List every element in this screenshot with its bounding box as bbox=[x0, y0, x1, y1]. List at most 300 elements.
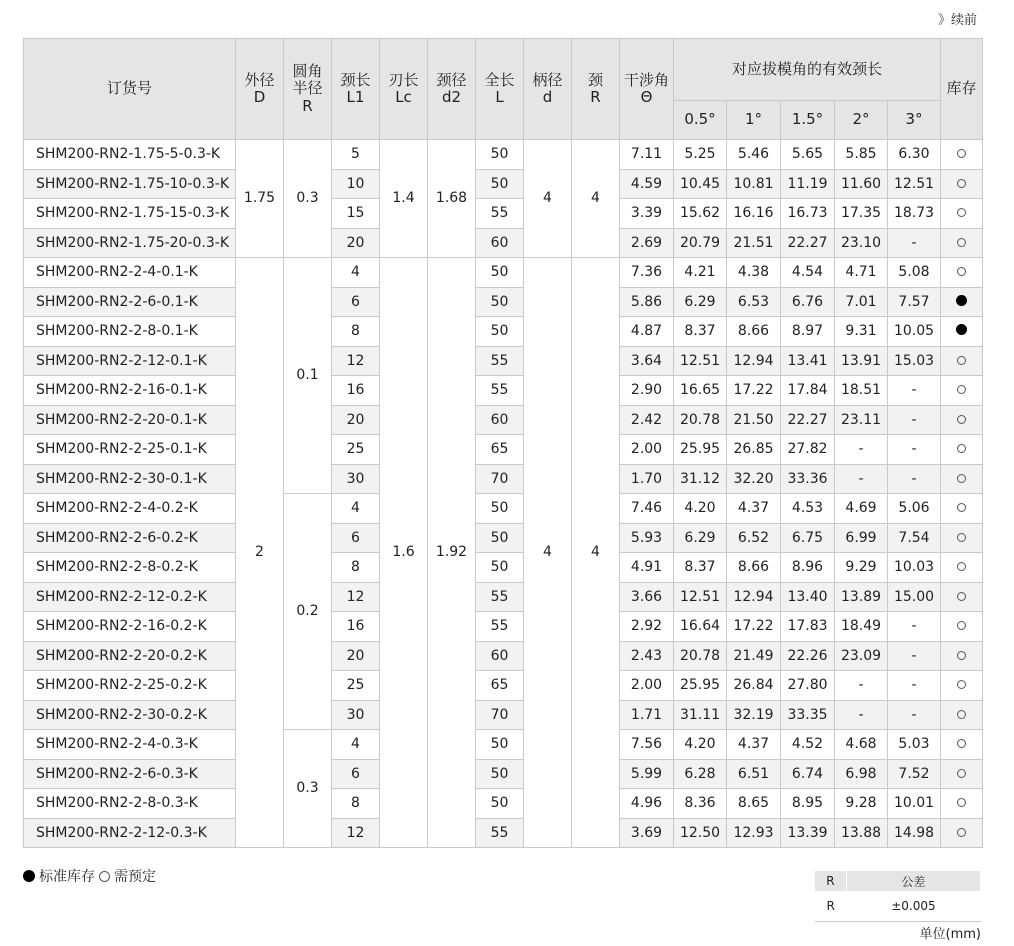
effective-length-cell: 22.27 bbox=[781, 228, 835, 258]
part-number-cell: SHM200-RN2-2-4-0.3-K bbox=[24, 730, 236, 760]
effective-length-cell: 17.84 bbox=[781, 376, 835, 406]
shank-diameter-cell: 4 bbox=[524, 258, 572, 848]
tolerance-table bbox=[815, 871, 981, 922]
effective-length-cell: 20.78 bbox=[674, 641, 727, 671]
effective-length-cell: 6.99 bbox=[835, 523, 888, 553]
overall-length-cell: 50 bbox=[476, 317, 524, 347]
table-row bbox=[24, 405, 983, 435]
effective-length-cell: 13.88 bbox=[835, 818, 888, 848]
effective-length-cell: 12.94 bbox=[727, 346, 781, 376]
header-angle-1: 1° bbox=[727, 101, 781, 140]
part-number-cell: SHM200-RN2-2-25-0.1-K bbox=[24, 435, 236, 465]
overall-length-cell: 50 bbox=[476, 140, 524, 170]
interference-angle-cell: 4.91 bbox=[620, 553, 674, 583]
overall-length-cell: 50 bbox=[476, 759, 524, 789]
open-circle-icon bbox=[957, 769, 966, 778]
open-circle-icon bbox=[957, 415, 966, 424]
interference-angle-cell: 7.46 bbox=[620, 494, 674, 524]
interference-angle-cell: 5.93 bbox=[620, 523, 674, 553]
neck-radius-cell: 4 bbox=[572, 258, 620, 848]
part-number-cell: SHM200-RN2-2-20-0.1-K bbox=[24, 405, 236, 435]
effective-length-cell: - bbox=[888, 464, 941, 494]
header-neck-radius: 颈 R bbox=[572, 39, 620, 140]
effective-length-cell: 27.82 bbox=[781, 435, 835, 465]
neck-radius-cell: 4 bbox=[572, 140, 620, 258]
effective-length-cell: - bbox=[835, 671, 888, 701]
open-circle-icon bbox=[957, 503, 966, 512]
overall-length-cell: 50 bbox=[476, 287, 524, 317]
effective-length-cell: 17.83 bbox=[781, 612, 835, 642]
effective-length-cell: 21.49 bbox=[727, 641, 781, 671]
stock-cell bbox=[941, 641, 983, 671]
filled-circle-icon bbox=[23, 870, 35, 882]
table-row bbox=[24, 228, 983, 258]
overall-length-cell: 55 bbox=[476, 346, 524, 376]
stock-cell bbox=[941, 435, 983, 465]
effective-length-cell: - bbox=[888, 405, 941, 435]
part-number-cell: SHM200-RN2-2-4-0.2-K bbox=[24, 494, 236, 524]
filled-circle-icon bbox=[956, 295, 967, 306]
effective-length-cell: 6.74 bbox=[781, 759, 835, 789]
neck-length-cell: 30 bbox=[332, 464, 380, 494]
table-row bbox=[24, 582, 983, 612]
table-row bbox=[24, 759, 983, 789]
effective-length-cell: 4.37 bbox=[727, 730, 781, 760]
part-number-cell: SHM200-RN2-1.75-20-0.3-K bbox=[24, 228, 236, 258]
effective-length-cell: 6.51 bbox=[727, 759, 781, 789]
table-row bbox=[24, 287, 983, 317]
overall-length-cell: 65 bbox=[476, 671, 524, 701]
table-row bbox=[24, 494, 983, 524]
effective-length-cell: 12.51 bbox=[674, 582, 727, 612]
part-number-cell: SHM200-RN2-2-30-0.2-K bbox=[24, 700, 236, 730]
corner-radius-cell: 0.1 bbox=[284, 258, 332, 494]
effective-length-cell: 14.98 bbox=[888, 818, 941, 848]
open-circle-icon bbox=[957, 149, 966, 158]
overall-length-cell: 65 bbox=[476, 435, 524, 465]
effective-length-cell: 13.41 bbox=[781, 346, 835, 376]
stock-cell bbox=[941, 140, 983, 170]
neck-length-cell: 5 bbox=[332, 140, 380, 170]
table-row bbox=[24, 789, 983, 819]
header-stock: 库存 bbox=[941, 39, 983, 140]
effective-length-cell: 4.52 bbox=[781, 730, 835, 760]
open-circle-icon bbox=[957, 238, 966, 247]
table-row bbox=[24, 553, 983, 583]
interference-angle-cell: 2.69 bbox=[620, 228, 674, 258]
effective-length-cell: 7.57 bbox=[888, 287, 941, 317]
effective-length-cell: 8.96 bbox=[781, 553, 835, 583]
table-row bbox=[24, 376, 983, 406]
effective-length-cell: - bbox=[888, 641, 941, 671]
effective-length-cell: 20.78 bbox=[674, 405, 727, 435]
effective-length-cell: 8.66 bbox=[727, 553, 781, 583]
neck-length-cell: 4 bbox=[332, 258, 380, 288]
interference-angle-cell: 2.90 bbox=[620, 376, 674, 406]
open-circle-icon bbox=[957, 179, 966, 188]
part-number-cell: SHM200-RN2-2-16-0.2-K bbox=[24, 612, 236, 642]
overall-length-cell: 55 bbox=[476, 199, 524, 229]
part-number-cell: SHM200-RN2-1.75-15-0.3-K bbox=[24, 199, 236, 229]
neck-length-cell: 15 bbox=[332, 199, 380, 229]
interference-angle-cell: 7.36 bbox=[620, 258, 674, 288]
stock-cell bbox=[941, 228, 983, 258]
open-circle-icon bbox=[957, 444, 966, 453]
flute-length-cell: 1.6 bbox=[380, 258, 428, 848]
table-row bbox=[24, 435, 983, 465]
neck-length-cell: 20 bbox=[332, 641, 380, 671]
continued-label: 》续前 bbox=[937, 13, 977, 28]
effective-length-cell: 7.52 bbox=[888, 759, 941, 789]
effective-length-cell: - bbox=[888, 700, 941, 730]
effective-length-cell: 8.65 bbox=[727, 789, 781, 819]
outer-diameter-cell: 1.75 bbox=[236, 140, 284, 258]
effective-length-cell: 18.49 bbox=[835, 612, 888, 642]
effective-length-cell: 5.08 bbox=[888, 258, 941, 288]
interference-angle-cell: 7.56 bbox=[620, 730, 674, 760]
interference-angle-cell: 2.92 bbox=[620, 612, 674, 642]
stock-cell bbox=[941, 818, 983, 848]
effective-length-cell: 10.05 bbox=[888, 317, 941, 347]
effective-length-cell: 33.35 bbox=[781, 700, 835, 730]
effective-length-cell: - bbox=[888, 612, 941, 642]
effective-length-cell: 13.39 bbox=[781, 818, 835, 848]
effective-length-cell: 5.65 bbox=[781, 140, 835, 170]
effective-length-cell: 6.30 bbox=[888, 140, 941, 170]
effective-length-cell: 4.20 bbox=[674, 494, 727, 524]
effective-length-cell: 18.51 bbox=[835, 376, 888, 406]
effective-length-cell: 8.97 bbox=[781, 317, 835, 347]
effective-length-cell: 6.76 bbox=[781, 287, 835, 317]
effective-length-cell: 23.09 bbox=[835, 641, 888, 671]
effective-length-cell: 6.28 bbox=[674, 759, 727, 789]
part-number-cell: SHM200-RN2-1.75-5-0.3-K bbox=[24, 140, 236, 170]
effective-length-cell: 8.37 bbox=[674, 317, 727, 347]
effective-length-cell: 8.95 bbox=[781, 789, 835, 819]
effective-length-cell: 10.03 bbox=[888, 553, 941, 583]
effective-length-cell: 6.98 bbox=[835, 759, 888, 789]
legend-standard-label: 标准库存 bbox=[39, 869, 95, 885]
tolerance-header-value: 公差 bbox=[846, 871, 980, 891]
part-number-cell: SHM200-RN2-2-12-0.2-K bbox=[24, 582, 236, 612]
effective-length-cell: 11.19 bbox=[781, 169, 835, 199]
effective-length-cell: 17.22 bbox=[727, 376, 781, 406]
neck-length-cell: 12 bbox=[332, 582, 380, 612]
open-circle-icon bbox=[957, 828, 966, 837]
neck-length-cell: 10 bbox=[332, 169, 380, 199]
legend-order-label: 需预定 bbox=[114, 869, 156, 885]
table-row bbox=[24, 523, 983, 553]
effective-length-cell: 13.40 bbox=[781, 582, 835, 612]
effective-length-cell: 7.01 bbox=[835, 287, 888, 317]
header-flute-length: 刃长 Lc bbox=[380, 39, 428, 140]
overall-length-cell: 50 bbox=[476, 258, 524, 288]
shank-diameter-cell: 4 bbox=[524, 140, 572, 258]
open-circle-icon bbox=[99, 871, 110, 882]
open-circle-icon bbox=[957, 533, 966, 542]
tolerance-row-label: R bbox=[815, 891, 846, 922]
effective-length-cell: 8.66 bbox=[727, 317, 781, 347]
stock-legend bbox=[23, 866, 156, 886]
effective-length-cell: 32.20 bbox=[727, 464, 781, 494]
part-number-cell: SHM200-RN2-2-8-0.3-K bbox=[24, 789, 236, 819]
overall-length-cell: 60 bbox=[476, 641, 524, 671]
open-circle-icon bbox=[957, 562, 966, 571]
effective-length-cell: 6.29 bbox=[674, 287, 727, 317]
part-number-cell: SHM200-RN2-2-12-0.1-K bbox=[24, 346, 236, 376]
open-circle-icon bbox=[957, 739, 966, 748]
header-angle-2: 2° bbox=[835, 101, 888, 140]
open-circle-icon bbox=[957, 208, 966, 217]
stock-cell bbox=[941, 553, 983, 583]
effective-length-cell: 10.01 bbox=[888, 789, 941, 819]
effective-length-cell: 6.52 bbox=[727, 523, 781, 553]
stock-cell bbox=[941, 258, 983, 288]
effective-length-cell: - bbox=[835, 700, 888, 730]
effective-length-cell: 6.75 bbox=[781, 523, 835, 553]
effective-length-cell: 9.29 bbox=[835, 553, 888, 583]
neck-length-cell: 8 bbox=[332, 553, 380, 583]
stock-cell bbox=[941, 376, 983, 406]
neck-length-cell: 16 bbox=[332, 376, 380, 406]
stock-cell bbox=[941, 169, 983, 199]
interference-angle-cell: 7.11 bbox=[620, 140, 674, 170]
effective-length-cell: 7.54 bbox=[888, 523, 941, 553]
open-circle-icon bbox=[957, 798, 966, 807]
neck-diameter-cell: 1.92 bbox=[428, 258, 476, 848]
table-row bbox=[24, 346, 983, 376]
effective-length-cell: 12.51 bbox=[674, 346, 727, 376]
overall-length-cell: 50 bbox=[476, 523, 524, 553]
stock-cell bbox=[941, 199, 983, 229]
effective-length-cell: 15.62 bbox=[674, 199, 727, 229]
table-row bbox=[24, 671, 983, 701]
neck-length-cell: 6 bbox=[332, 759, 380, 789]
effective-length-cell: 17.35 bbox=[835, 199, 888, 229]
interference-angle-cell: 2.42 bbox=[620, 405, 674, 435]
unit-label: 单位(mm) bbox=[919, 927, 981, 942]
overall-length-cell: 50 bbox=[476, 789, 524, 819]
table-body bbox=[24, 140, 983, 848]
neck-diameter-cell: 1.68 bbox=[428, 140, 476, 258]
part-number-cell: SHM200-RN2-1.75-10-0.3-K bbox=[24, 169, 236, 199]
neck-length-cell: 25 bbox=[332, 435, 380, 465]
open-circle-icon bbox=[957, 267, 966, 276]
effective-length-cell: 6.29 bbox=[674, 523, 727, 553]
overall-length-cell: 70 bbox=[476, 464, 524, 494]
neck-length-cell: 8 bbox=[332, 789, 380, 819]
effective-length-cell: 21.51 bbox=[727, 228, 781, 258]
header-overall-length: 全长 L bbox=[476, 39, 524, 140]
part-number-cell: SHM200-RN2-2-6-0.1-K bbox=[24, 287, 236, 317]
effective-length-cell: 8.36 bbox=[674, 789, 727, 819]
effective-length-cell: 11.60 bbox=[835, 169, 888, 199]
effective-length-cell: - bbox=[835, 464, 888, 494]
open-circle-icon bbox=[957, 651, 966, 660]
part-number-cell: SHM200-RN2-2-6-0.2-K bbox=[24, 523, 236, 553]
part-number-cell: SHM200-RN2-2-8-0.1-K bbox=[24, 317, 236, 347]
part-number-cell: SHM200-RN2-2-6-0.3-K bbox=[24, 759, 236, 789]
neck-length-cell: 4 bbox=[332, 494, 380, 524]
effective-length-cell: 5.03 bbox=[888, 730, 941, 760]
effective-length-cell: 22.26 bbox=[781, 641, 835, 671]
overall-length-cell: 70 bbox=[476, 700, 524, 730]
effective-length-cell: 16.73 bbox=[781, 199, 835, 229]
header-shank-diameter: 柄径 d bbox=[524, 39, 572, 140]
effective-length-cell: 26.85 bbox=[727, 435, 781, 465]
interference-angle-cell: 4.59 bbox=[620, 169, 674, 199]
effective-length-cell: 8.37 bbox=[674, 553, 727, 583]
stock-cell bbox=[941, 759, 983, 789]
effective-length-cell: 16.64 bbox=[674, 612, 727, 642]
interference-angle-cell: 1.70 bbox=[620, 464, 674, 494]
stock-cell bbox=[941, 494, 983, 524]
header-angle-3: 3° bbox=[888, 101, 941, 140]
interference-angle-cell: 3.39 bbox=[620, 199, 674, 229]
effective-length-cell: 25.95 bbox=[674, 671, 727, 701]
effective-length-cell: - bbox=[835, 435, 888, 465]
overall-length-cell: 55 bbox=[476, 818, 524, 848]
stock-cell bbox=[941, 346, 983, 376]
table-row bbox=[24, 730, 983, 760]
table-row bbox=[24, 464, 983, 494]
effective-length-cell: 31.12 bbox=[674, 464, 727, 494]
effective-length-cell: 4.54 bbox=[781, 258, 835, 288]
stock-cell bbox=[941, 700, 983, 730]
interference-angle-cell: 2.00 bbox=[620, 435, 674, 465]
effective-length-cell: - bbox=[888, 376, 941, 406]
neck-length-cell: 6 bbox=[332, 287, 380, 317]
effective-length-cell: 15.00 bbox=[888, 582, 941, 612]
open-circle-icon bbox=[957, 592, 966, 601]
effective-length-cell: 12.94 bbox=[727, 582, 781, 612]
effective-length-cell: 5.06 bbox=[888, 494, 941, 524]
part-number-cell: SHM200-RN2-2-16-0.1-K bbox=[24, 376, 236, 406]
effective-length-cell: 5.25 bbox=[674, 140, 727, 170]
overall-length-cell: 50 bbox=[476, 494, 524, 524]
stock-cell bbox=[941, 612, 983, 642]
effective-length-cell: 16.65 bbox=[674, 376, 727, 406]
effective-length-cell: - bbox=[888, 435, 941, 465]
effective-length-cell: 4.68 bbox=[835, 730, 888, 760]
effective-length-cell: 5.46 bbox=[727, 140, 781, 170]
effective-length-cell: - bbox=[888, 228, 941, 258]
effective-length-cell: - bbox=[888, 671, 941, 701]
neck-length-cell: 30 bbox=[332, 700, 380, 730]
stock-cell bbox=[941, 523, 983, 553]
effective-length-cell: 16.16 bbox=[727, 199, 781, 229]
neck-length-cell: 4 bbox=[332, 730, 380, 760]
stock-cell bbox=[941, 464, 983, 494]
effective-length-cell: 4.53 bbox=[781, 494, 835, 524]
effective-length-cell: 23.10 bbox=[835, 228, 888, 258]
interference-angle-cell: 3.69 bbox=[620, 818, 674, 848]
interference-angle-cell: 3.64 bbox=[620, 346, 674, 376]
part-number-cell: SHM200-RN2-2-4-0.1-K bbox=[24, 258, 236, 288]
corner-radius-cell: 0.2 bbox=[284, 494, 332, 730]
effective-length-cell: 23.11 bbox=[835, 405, 888, 435]
neck-length-cell: 12 bbox=[332, 818, 380, 848]
effective-length-cell: 32.19 bbox=[727, 700, 781, 730]
table-row bbox=[24, 169, 983, 199]
interference-angle-cell: 5.86 bbox=[620, 287, 674, 317]
part-number-cell: SHM200-RN2-2-12-0.3-K bbox=[24, 818, 236, 848]
effective-length-cell: 12.50 bbox=[674, 818, 727, 848]
open-circle-icon bbox=[957, 680, 966, 689]
interference-angle-cell: 1.71 bbox=[620, 700, 674, 730]
open-circle-icon bbox=[957, 385, 966, 394]
filled-circle-icon bbox=[956, 324, 967, 335]
header-angle-1-5: 1.5° bbox=[781, 101, 835, 140]
open-circle-icon bbox=[957, 710, 966, 719]
neck-length-cell: 20 bbox=[332, 228, 380, 258]
overall-length-cell: 60 bbox=[476, 405, 524, 435]
overall-length-cell: 50 bbox=[476, 553, 524, 583]
tolerance-header-r: R bbox=[815, 871, 846, 891]
product-table bbox=[23, 38, 983, 848]
outer-diameter-cell: 2 bbox=[236, 258, 284, 848]
table-row bbox=[24, 818, 983, 848]
stock-cell bbox=[941, 405, 983, 435]
table-row bbox=[24, 199, 983, 229]
part-number-cell: SHM200-RN2-2-8-0.2-K bbox=[24, 553, 236, 583]
neck-length-cell: 20 bbox=[332, 405, 380, 435]
neck-length-cell: 12 bbox=[332, 346, 380, 376]
open-circle-icon bbox=[957, 474, 966, 483]
interference-angle-cell: 2.43 bbox=[620, 641, 674, 671]
header-interference-angle: 干涉角 Θ bbox=[620, 39, 674, 140]
stock-cell bbox=[941, 582, 983, 612]
overall-length-cell: 55 bbox=[476, 612, 524, 642]
effective-length-cell: 15.03 bbox=[888, 346, 941, 376]
effective-length-cell: 33.36 bbox=[781, 464, 835, 494]
effective-length-cell: 4.20 bbox=[674, 730, 727, 760]
effective-length-cell: 22.27 bbox=[781, 405, 835, 435]
effective-length-cell: 26.84 bbox=[727, 671, 781, 701]
header-part-no: 订货号 bbox=[24, 39, 236, 140]
stock-cell bbox=[941, 317, 983, 347]
header-neck-diameter: 颈径 d2 bbox=[428, 39, 476, 140]
effective-length-cell: 21.50 bbox=[727, 405, 781, 435]
interference-angle-cell: 4.87 bbox=[620, 317, 674, 347]
neck-length-cell: 6 bbox=[332, 523, 380, 553]
table-row bbox=[24, 317, 983, 347]
effective-length-cell: 17.22 bbox=[727, 612, 781, 642]
header-corner-radius: 圆角 半径 R bbox=[284, 39, 332, 140]
effective-length-cell: 12.93 bbox=[727, 818, 781, 848]
effective-length-cell: 13.89 bbox=[835, 582, 888, 612]
effective-length-cell: 9.31 bbox=[835, 317, 888, 347]
effective-length-cell: 20.79 bbox=[674, 228, 727, 258]
effective-length-cell: 31.11 bbox=[674, 700, 727, 730]
neck-length-cell: 25 bbox=[332, 671, 380, 701]
part-number-cell: SHM200-RN2-2-30-0.1-K bbox=[24, 464, 236, 494]
interference-angle-cell: 4.96 bbox=[620, 789, 674, 819]
neck-length-cell: 16 bbox=[332, 612, 380, 642]
effective-length-cell: 27.80 bbox=[781, 671, 835, 701]
corner-radius-cell: 0.3 bbox=[284, 140, 332, 258]
table-row bbox=[24, 612, 983, 642]
header-angle-0-5: 0.5° bbox=[674, 101, 727, 140]
effective-length-cell: 4.38 bbox=[727, 258, 781, 288]
part-number-cell: SHM200-RN2-2-20-0.2-K bbox=[24, 641, 236, 671]
effective-length-cell: 13.91 bbox=[835, 346, 888, 376]
table-row bbox=[24, 700, 983, 730]
header-neck-length: 颈长 L1 bbox=[332, 39, 380, 140]
open-circle-icon bbox=[957, 356, 966, 365]
header-outer-diameter: 外径 D bbox=[236, 39, 284, 140]
effective-length-cell: 4.37 bbox=[727, 494, 781, 524]
